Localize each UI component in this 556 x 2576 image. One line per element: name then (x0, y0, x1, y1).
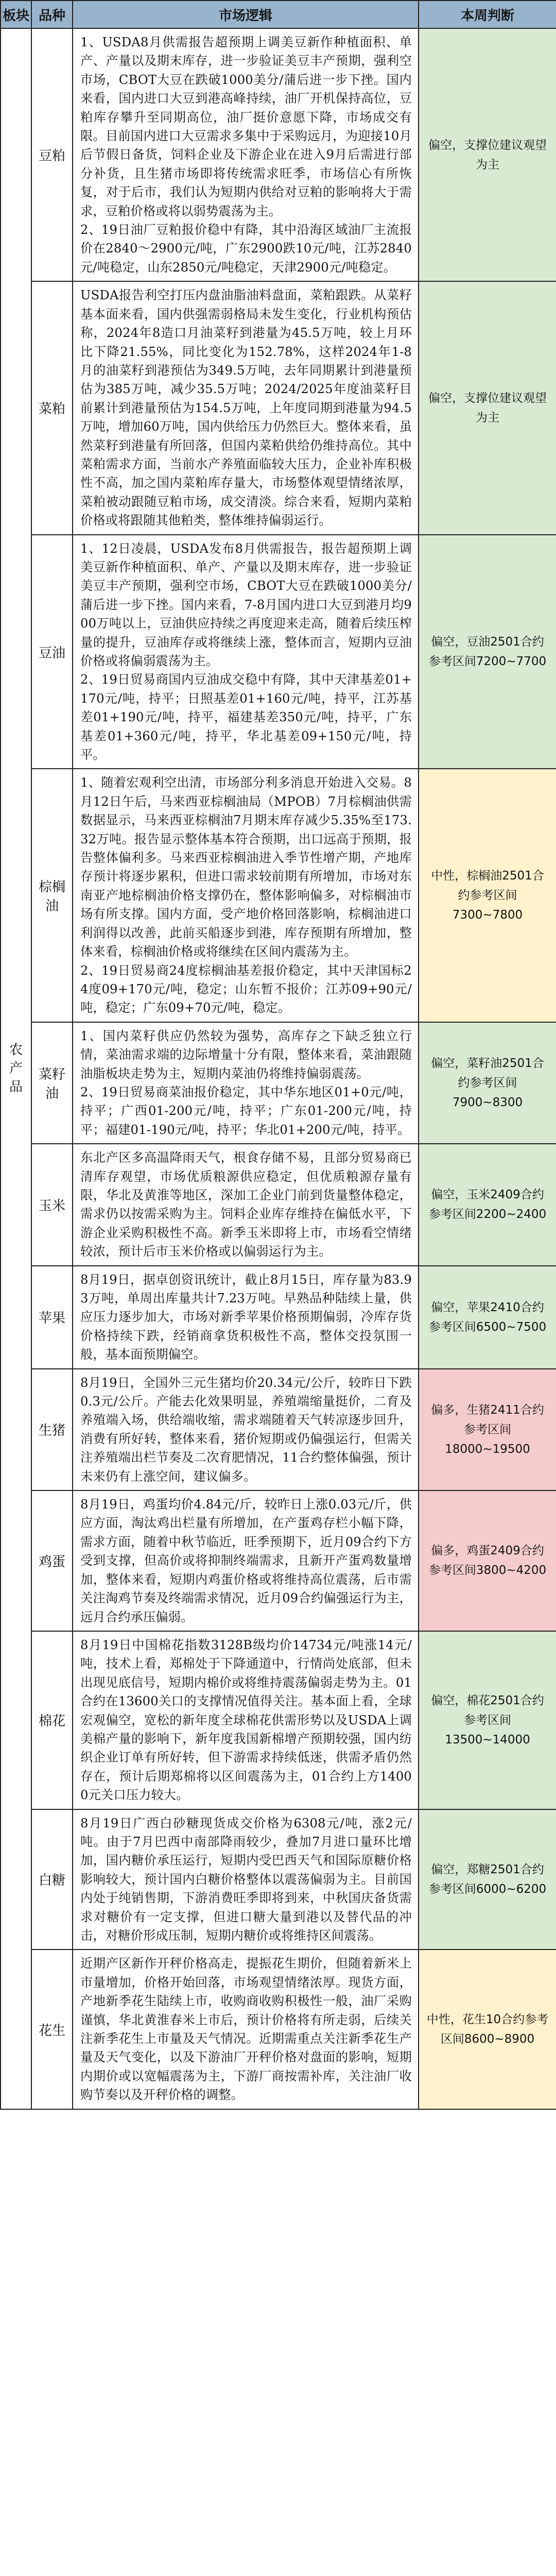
weekly-view: 偏多，生猪2411合约参考区间18000~19500 (419, 1369, 556, 1490)
table-row (1, 769, 556, 1022)
product-name: 菜粕 (31, 281, 73, 534)
product-name: 棕榈油 (31, 769, 73, 1022)
market-logic (73, 1490, 419, 1631)
logic-paragraph: 东北产区多高温降雨天气，根食存储不易，且部分贸易商已清库存观望，市场优质粮源供应稳定，但优质粮源存量有限，华北及黄淮等地区，深加工企业门前到货量整体稳定，需求仍以按需采购为主。饲料企业库存维持在偏低水平，下游企业采购积极性不高。新季玉米即将上市，市场看空情绪较浓，预计后市玉米价格或以偏弱运行为主。 (80, 1150, 412, 1259)
product-name: 豆粕 (31, 28, 73, 281)
table-row (1, 1266, 556, 1369)
logic-paragraph: 8月19日，鸡蛋均价4.84元/斤，较昨日上涨0.03元/斤，供应方面，淘汰鸡出栏量有所增加，在产蛋鸡存栏小幅下降，需求方面，随着中秋节临近，旺季预期下，近月09合约下方受到支撑，但高价或将抑制终端需求，且新开产蛋鸡数量增加，整体来看，短期内鸡蛋价格或将维持高位震荡，后市需关注淘鸡节奏及终端需求情况，近月09合约偏强运行为主，远月合约承压偏弱。 (80, 1497, 412, 1624)
sector-cell (1, 28, 31, 2109)
header-product: 品种 (31, 1, 73, 28)
header-row (1, 1, 556, 28)
header-logic: 市场逻辑 (73, 1, 419, 28)
product-name: 菜籽油 (31, 1022, 73, 1144)
product-name: 花生 (31, 1950, 73, 2109)
table-row (1, 1490, 556, 1631)
product-name: 生猪 (31, 1369, 73, 1490)
product-name: 豆油 (31, 535, 73, 769)
logic-paragraph: 8月19日广西白砂糖现货成交价格为6308元/吨，涨2元/吨。由于7月巴西中南部降雨较少，叠加7月进口量环比增加，国内糖价承压运行，短期内受巴西天气和国际原糖价格影响较大，预计国内白糖价格整体以震荡偏弱为主。目前国内处于纯销售期，下游消费旺季即将到来，中秋国庆备货需求对糖价有一定支撑，但进口糖大量到港以及替代品的冲击，对糖价形成压制，短期内糖价或将维持区间震荡。 (80, 1816, 412, 1943)
product-name: 苹果 (31, 1266, 73, 1369)
market-logic (73, 28, 419, 281)
table-body (1, 28, 556, 2109)
weekly-view: 偏空，玉米2409合约参考区间2200~2400 (419, 1144, 556, 1265)
product-name: 白糖 (31, 1809, 73, 1950)
logic-paragraph: 1、随着宏观利空出清，市场部分利多消息开始进入交易。8月12日午后，马来西亚棕榈油局（MPOB）7月棕榈油供需数据显示，马来西亚棕榈油7月期末库存减少5.35%至173.32万吨。报告显示整体基本符合预期，出口远高于预期，报告整体偏利多。马来西亚棕榈油进入季节性增产期，产地库存预计将逐步累积，但进口需求较前期有所增加，市场对东南亚产地棕榈油价格支撑仍在，整体影响偏多，对棕榈油市场有所支撑。国内方面，受产地价格回落影响，棕榈油进口利润得以改善，此前买船逐步到港，库存预期有所增加，整体来看，棕榈油价格或将继续在区间内震荡为主。 (80, 775, 412, 959)
logic-paragraph: 8月19日，据卓创资讯统计，截止8月15日，库存量为83.93万吨，单周出库量共计7.23万吨。早熟品种陆续上量，供应压力逐步加大，市场对新季苹果价格预期偏弱，冷库存货价格持续下跌，经销商拿货积极性不高，整体交投氛围一般，基本面预期偏空。 (80, 1272, 412, 1362)
product-name: 鸡蛋 (31, 1490, 73, 1631)
weekly-view: 偏空，支撑位建议观望为主 (419, 281, 556, 534)
header-sector: 板块 (1, 1, 31, 28)
weekly-view: 偏空，苹果2410合约参考区间6500~7500 (419, 1266, 556, 1369)
weekly-view: 偏空，郑糖2501合约参考区间6000~6200 (419, 1809, 556, 1950)
market-logic (73, 1809, 419, 1950)
logic-paragraph: 1、国内菜籽供应仍然较为强势，高库存之下缺乏独立行情，菜油需求端的边际增量十分有限，整体来看，菜油跟随油脂板块走势为主，短期内菜油仍将维持偏弱震荡。 (80, 1028, 412, 1081)
table-row (1, 1144, 556, 1265)
product-name: 玉米 (31, 1144, 73, 1265)
logic-paragraph: 1、12日凌晨，USDA发布8月供需报告，报告超预期上调美豆新作种植面积、单产、产量以及期末库存，进一步验证美豆丰产预期，强利空市场，CBOT大豆在跌破1000美分/蒲后进一步下挫。国内来看，7-8月国内进口大豆到港月均900万吨以上，豆油供应持续之再度迎来走高，随着后续压榨量的提升，豆油库存或将继续上涨，整体而言，短期内豆油价格或将偏弱震荡为主。 (80, 541, 412, 668)
logic-paragraph: 近期产区新作开秤价格高走，提振花生期价，但随着新米上市量增加，价格开始回落，市场观望情绪浓厚。现货方面，产地新季花生陆续上市，收购商收购积极性一般，油厂采购谨慎，华北黄淮春米上市后，预计价格将有所走弱，后续关注新季花生上市量及天气情况。近期需重点关注新季花生产量及天气变化，以及下游油厂开秤价格对盘面的影响，短期内期价或以宽幅震荡为主，下游厂商按需补库，关注油厂收购节奏以及开秤价格的调整。 (80, 1956, 412, 2103)
logic-paragraph: 2、19日贸易商国内豆油成交稳中有降，其中天津基差01+170元/吨，持平；日照基差01+160元/吨，持平，江苏基差01+190元/吨，持平，福建基差350元/吨，持平，广东基差01+360元/吨，持平，华北基差09+150元/吨，持平。 (80, 672, 412, 762)
market-logic (73, 281, 419, 534)
logic-paragraph: 2、19日贸易商菜油报价稳定，其中华东地区01+0元/吨，持平；广西01-200元/吨，持平；广东01-200元/吨，持平；福建01-190元/吨，持平；华北01+200元/吨，持平。 (80, 1084, 412, 1137)
weekly-view: 偏空，棉花2501合约参考区间13500~14000 (419, 1631, 556, 1809)
table-row (1, 281, 556, 534)
market-logic (73, 1266, 419, 1369)
weekly-view: 中性，棕榈油2501合约参考区间7300~7800 (419, 769, 556, 1022)
product-name: 棉花 (31, 1631, 73, 1809)
market-logic (73, 1144, 419, 1265)
market-logic (73, 535, 419, 769)
table-row (1, 1369, 556, 1490)
logic-paragraph: 2、19日油厂豆粕报价稳中有降，其中沿海区域油厂主流报价在2840～2900元/吨，广东2900跌10元/吨，江苏2840元/吨稳定，山东2850元/吨稳定，天津2900元/吨稳定。 (80, 223, 412, 275)
table-row (1, 1950, 556, 2109)
weekly-view: 偏多，鸡蛋2409合约参考区间3800~4200 (419, 1490, 556, 1631)
logic-paragraph: 8月19日，全国外三元生猪均价20.34元/公斤，较昨日下跌0.3元/公斤。产能去化效果明显，养殖端缩量挺价，二育及养殖端入场，供给端收缩，需求端随着天气转凉逐步回升，消费有所好转，整体来看，猪价短期或仍偏强运行，但需关注养殖端出栏节奏及二次育肥情况，11合约整体偏强，预计未来仍有上涨空间，建议偏多。 (80, 1375, 412, 1484)
table-row (1, 1631, 556, 1809)
logic-paragraph: 1、USDA8月供需报告超预期上调美豆新作种植面积、单产、产量以及期末库存，进一步验证美豆丰产预期，强利空市场，CBOT大豆在跌破1000美分/蒲后进一步下挫。国内来看，国内进口大豆到港高峰持续，油厂开机保持高位，豆粕库存攀升至同期高位，油厂挺价意愿下降，市场成交有限。目前国内进口大豆需求多集中于采购远月，为迎接10月后节假日备货，饲料企业及下游企业在进入9月后需进行部分补货，且生猪市场即将传统需求旺季，市场信心有所恢复，对于后市，我们认为短期内供给对豆粕的影响将大于需求，豆粕价格或将以弱势震荡为主。 (80, 35, 412, 218)
logic-paragraph: 2、19日贸易商24度棕榈油基差报价稳定，其中天津国标24度09+170元/吨，稳定；山东暂不报价；江苏09+90元/吨，稳定；广东09+70元/吨，稳定。 (80, 963, 412, 1015)
weekly-view: 偏空，支撑位建议观望为主 (419, 28, 556, 281)
market-logic (73, 1631, 419, 1809)
market-logic (73, 1022, 419, 1144)
table-row (1, 1809, 556, 1950)
market-logic (73, 1369, 419, 1490)
header-view: 本周判断 (419, 1, 556, 28)
table-row (1, 1022, 556, 1144)
logic-paragraph: 8月19日中国棉花指数3128B级均价14734元/吨涨14元/吨，技术上看，郑棉处于下降通道中，行情尚处底部，但未出现见底信号，短期内棉价或将维持震荡偏弱走势为主。01合约在13600关口的支撑情况值得关注。基本面上看，全球宏观偏空，宽松的新年度全球棉花供需形势以及USDA上调美棉产量的影响下，新年度我国新棉增产预期较强，国内纺织企业订单有所好转，但下游需求持续低迷，供需矛盾仍然存在，预计后期郑棉将以区间震荡为主，01合约上方14000元关口压力较大。 (80, 1637, 412, 1803)
market-logic (73, 1950, 419, 2109)
weekly-view: 中性，花生10合约参考区间8600~8900 (419, 1950, 556, 2109)
table-row (1, 535, 556, 769)
market-logic (73, 769, 419, 1022)
table-row (1, 28, 556, 281)
logic-paragraph: USDA报告利空打压内盘油脂油料盘面，菜粕跟跌。从菜籽基本面来看，国内供强需弱格局未发生变化，行业机构预估称，2024年8造口月油菜籽到港量为45.5万吨，较上月环比下降21.55%，同比变化为152.78%，这样2024年1-8月的油菜籽到港预估为349.5万吨，去年同期累计到港量预估为385万吨，减少35.5万吨；2024/2025年度油菜籽目前累计到港量预估为154.5万吨，上年度同期到港量为94.5万吨，增加60万吨，国内供给压力仍然巨大。整体来看，虽然菜籽到港量有所回落，但国内菜粕供给仍维持高位。其中菜粕需求方面，当前水产养殖面临较大压力，企业补库积极性不高，加之国内菜粕库存量大，市场整体观望情绪浓厚，菜粕被动跟随豆粕市场，成交清淡。综合来看，短期内菜粕价格或将跟随其他粕类，整体维持偏弱运行。 (80, 288, 412, 528)
weekly-view: 偏空，豆油2501合约参考区间7200~7700 (419, 535, 556, 769)
weekly-view: 偏空，菜籽油2501合约参考区间7900~8300 (419, 1022, 556, 1144)
sector-label: 农产品 (9, 1042, 23, 1095)
